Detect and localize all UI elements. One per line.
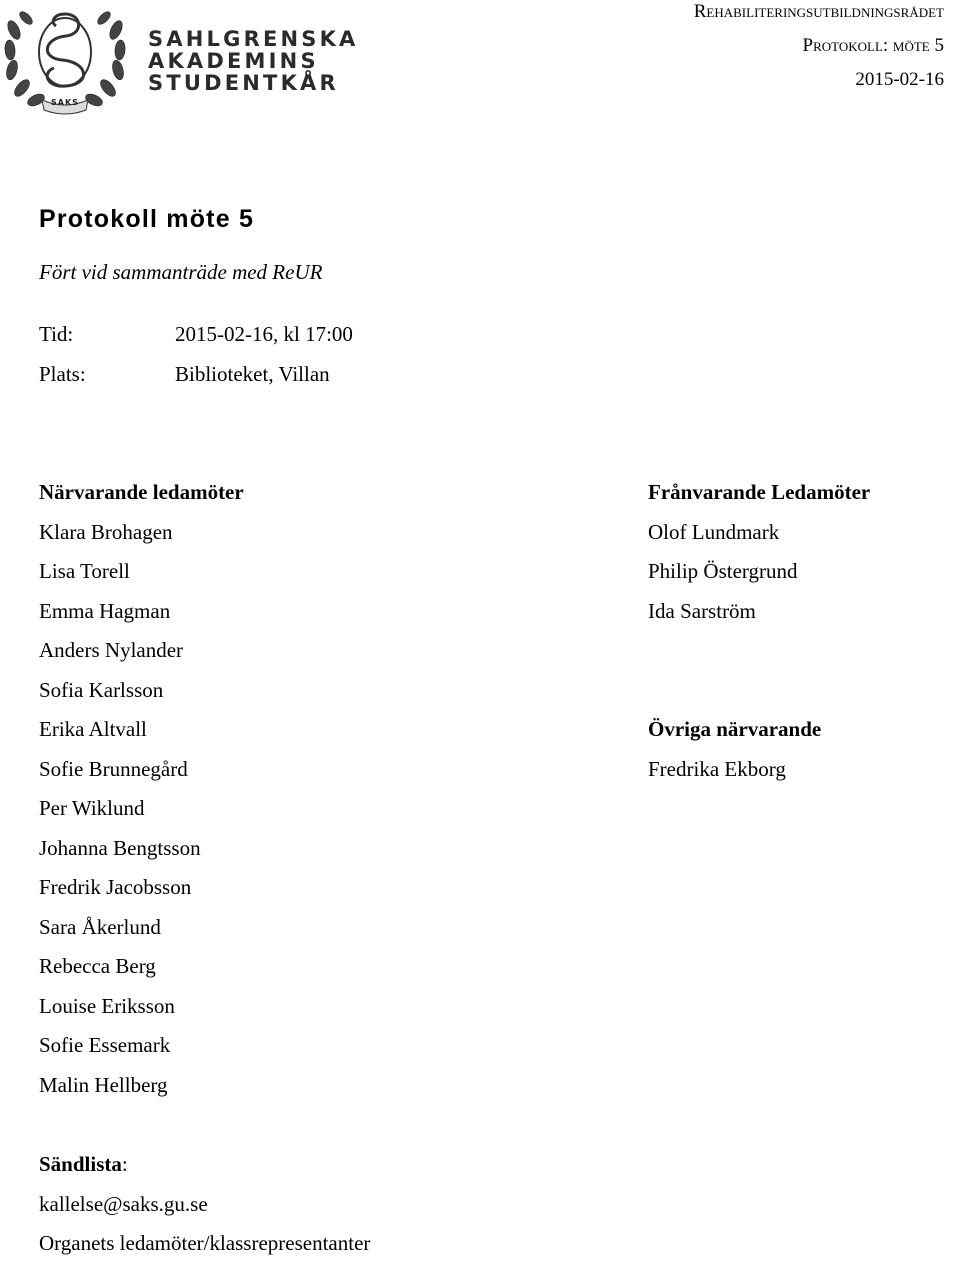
distribution-heading: Sändlista <box>39 1152 122 1176</box>
list-item: Fredrik Jacobsson <box>39 875 192 899</box>
distribution-heading-colon: : <box>121 1152 128 1176</box>
distribution-email: kallelse@saks.gu.se <box>39 1191 208 1216</box>
list-item: Sofia Karlsson <box>39 677 164 702</box>
list-item: Per Wiklund <box>39 796 145 820</box>
list-item: Olof Lundmark <box>648 519 780 544</box>
list-item: Malin Hellberg <box>39 1072 168 1097</box>
list-item: Ida Sarström <box>648 598 756 623</box>
list-item: Sofie Brunnegård <box>39 756 188 781</box>
list-item: Rebecca Berg <box>39 954 156 978</box>
list-item: Sara Åkerlund <box>39 914 161 939</box>
others-present-section <box>648 710 821 789</box>
present-members-section <box>39 473 244 1105</box>
list-item: Klara Brohagen <box>39 519 173 544</box>
page-title: Protokoll möte 5 <box>39 205 255 233</box>
list-item: Fredrika Ekborg <box>648 756 786 781</box>
place-value: Biblioteket, Villan <box>175 362 330 386</box>
list-item: Sofie Essemark <box>39 1033 171 1057</box>
present-members-heading: Närvarande ledamöter <box>39 480 244 504</box>
list-item: Louise Eriksson <box>39 993 175 1018</box>
header-protocol: Protokoll: möte 5 <box>802 35 944 56</box>
header-council: Rehabiliteringsutbildningsrådet <box>693 1 944 22</box>
list-item: Johanna Bengtsson <box>39 835 201 860</box>
distribution-heading-row <box>39 1145 370 1185</box>
page-subtitle: Fört vid sammanträde med ReUR <box>39 260 323 284</box>
organization-name-line: SAHLGRENSKA <box>148 27 359 51</box>
list-item: Anders Nylander <box>39 638 184 662</box>
absent-members-heading: Frånvarande Ledamöter <box>648 480 871 504</box>
logo-emblem-text: SAKS <box>51 98 79 107</box>
list-item: Lisa Torell <box>39 559 130 583</box>
list-item: Erika Altvall <box>39 717 147 741</box>
organization-name-line: AKADEMINS <box>148 49 319 73</box>
organization-name-line: STUDENTKÅR <box>148 71 339 95</box>
header-date: 2015-02-16 <box>855 69 944 90</box>
organization-name <box>148 28 359 94</box>
list-item: Emma Hagman <box>39 598 171 623</box>
absent-members-section <box>648 473 870 631</box>
time-label: Tid: <box>39 322 74 346</box>
time-value: 2015-02-16, kl 17:00 <box>175 322 353 346</box>
organization-logo <box>0 0 359 120</box>
distribution-section <box>39 1145 370 1264</box>
others-present-heading: Övriga närvarande <box>648 717 822 741</box>
distribution-recipients: Organets ledamöter/klassrepresentanter <box>39 1231 371 1255</box>
list-item: Philip Östergrund <box>648 559 798 583</box>
place-label: Plats: <box>39 362 86 386</box>
